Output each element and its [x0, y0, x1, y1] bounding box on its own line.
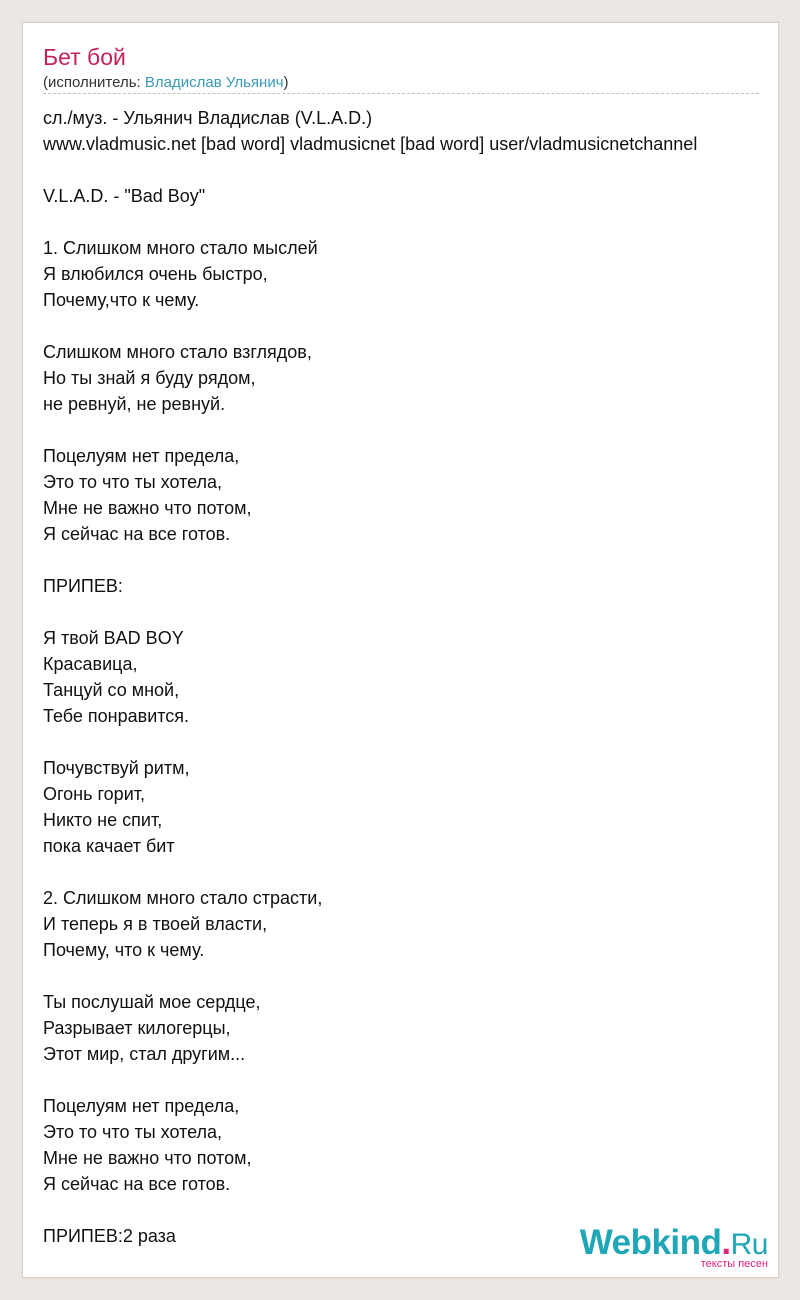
title-divider — [43, 93, 759, 94]
lyrics-line: Почувствуй ритм, — [43, 758, 190, 778]
lyrics-blank-line — [43, 599, 773, 625]
lyrics-line: Никто не спит, — [43, 810, 163, 830]
lyrics-line: Слишком много стало взглядов, — [43, 342, 312, 362]
lyrics-line: пока качает бит — [43, 836, 175, 856]
logo-tagline: тексты песен — [700, 1258, 768, 1270]
lyrics-line: Я сейчас на все готов. — [43, 524, 231, 544]
lyrics-line: Разрывает килогерцы, — [43, 1018, 231, 1038]
lyrics-line: И теперь я в твоей власти, — [43, 914, 268, 934]
lyrics-blank-line — [43, 417, 773, 443]
lyrics-line: V.L.A.D. - "Bad Boy" — [43, 186, 206, 206]
lyrics-line: Это то что ты хотела, — [43, 1122, 223, 1142]
lyrics-line: www.vladmusic.net [bad word] vladmusicnet [bad word] user/vladmusicnetchannel — [43, 134, 698, 154]
lyrics-line: Огонь горит, — [43, 784, 145, 804]
lyrics-text — [43, 105, 773, 1249]
lyrics-line: Это то что ты хотела, — [43, 472, 223, 492]
lyrics-blank-line — [43, 1197, 773, 1223]
lyrics-line: Почему,что к чему. — [43, 290, 200, 310]
lyrics-line: Поцелуям нет предела, — [43, 446, 240, 466]
logo-dot: . — [721, 1223, 731, 1262]
lyrics-line: Танцуй со мной, — [43, 680, 180, 700]
logo-tld: Ru — [730, 1228, 768, 1261]
lyrics-blank-line — [43, 313, 773, 339]
lyrics-line: Красавица, — [43, 654, 138, 674]
lyrics-blank-line — [43, 963, 773, 989]
artist-suffix: ) — [283, 74, 289, 91]
lyrics-blank-line — [43, 729, 773, 755]
lyrics-blank-line — [43, 547, 773, 573]
lyrics-line: Тебе понравится. — [43, 706, 190, 726]
webkind-logo[interactable] — [580, 1225, 768, 1269]
lyrics-line: Но ты знай я буду рядом, — [43, 368, 256, 388]
lyrics-line: Я влюбился очень быстро, — [43, 264, 268, 284]
lyrics-line: Я сейчас на все готов. — [43, 1174, 231, 1194]
lyrics-line: ПРИПЕВ:2 раза — [43, 1226, 176, 1246]
lyrics-line: Мне не важно что потом, — [43, 498, 252, 518]
lyrics-blank-line — [43, 859, 773, 885]
lyrics-line: не ревнуй, не ревнуй. — [43, 394, 226, 414]
lyrics-line: Этот мир, стал другим... — [43, 1044, 246, 1064]
lyrics-line: Ты послушай мое сердце, — [43, 992, 261, 1012]
lyrics-line: 1. Слишком много стало мыслей — [43, 238, 318, 258]
lyrics-line: Поцелуям нет предела, — [43, 1096, 240, 1116]
artist-line — [43, 74, 289, 92]
lyrics-line: ПРИПЕВ: — [43, 576, 123, 596]
lyrics-line: Почему, что к чему. — [43, 940, 205, 960]
lyrics-blank-line — [43, 1067, 773, 1093]
logo-word: Webkind — [579, 1223, 722, 1262]
lyrics-line: 2. Слишком много стало страсти, — [43, 888, 323, 908]
lyrics-line: Я твой BAD BOY — [43, 628, 184, 648]
lyrics-line: сл./муз. - Ульянич Владислав (V.L.A.D.) — [43, 108, 373, 128]
lyrics-line: Мне не важно что потом, — [43, 1148, 252, 1168]
lyrics-blank-line — [43, 209, 773, 235]
lyrics-blank-line — [43, 157, 773, 183]
artist-prefix: (исполнитель: — [43, 74, 145, 91]
artist-link[interactable]: Владислав Ульянич — [144, 74, 284, 91]
song-title: Бет бой — [43, 44, 126, 70]
lyrics-card — [22, 22, 779, 1278]
